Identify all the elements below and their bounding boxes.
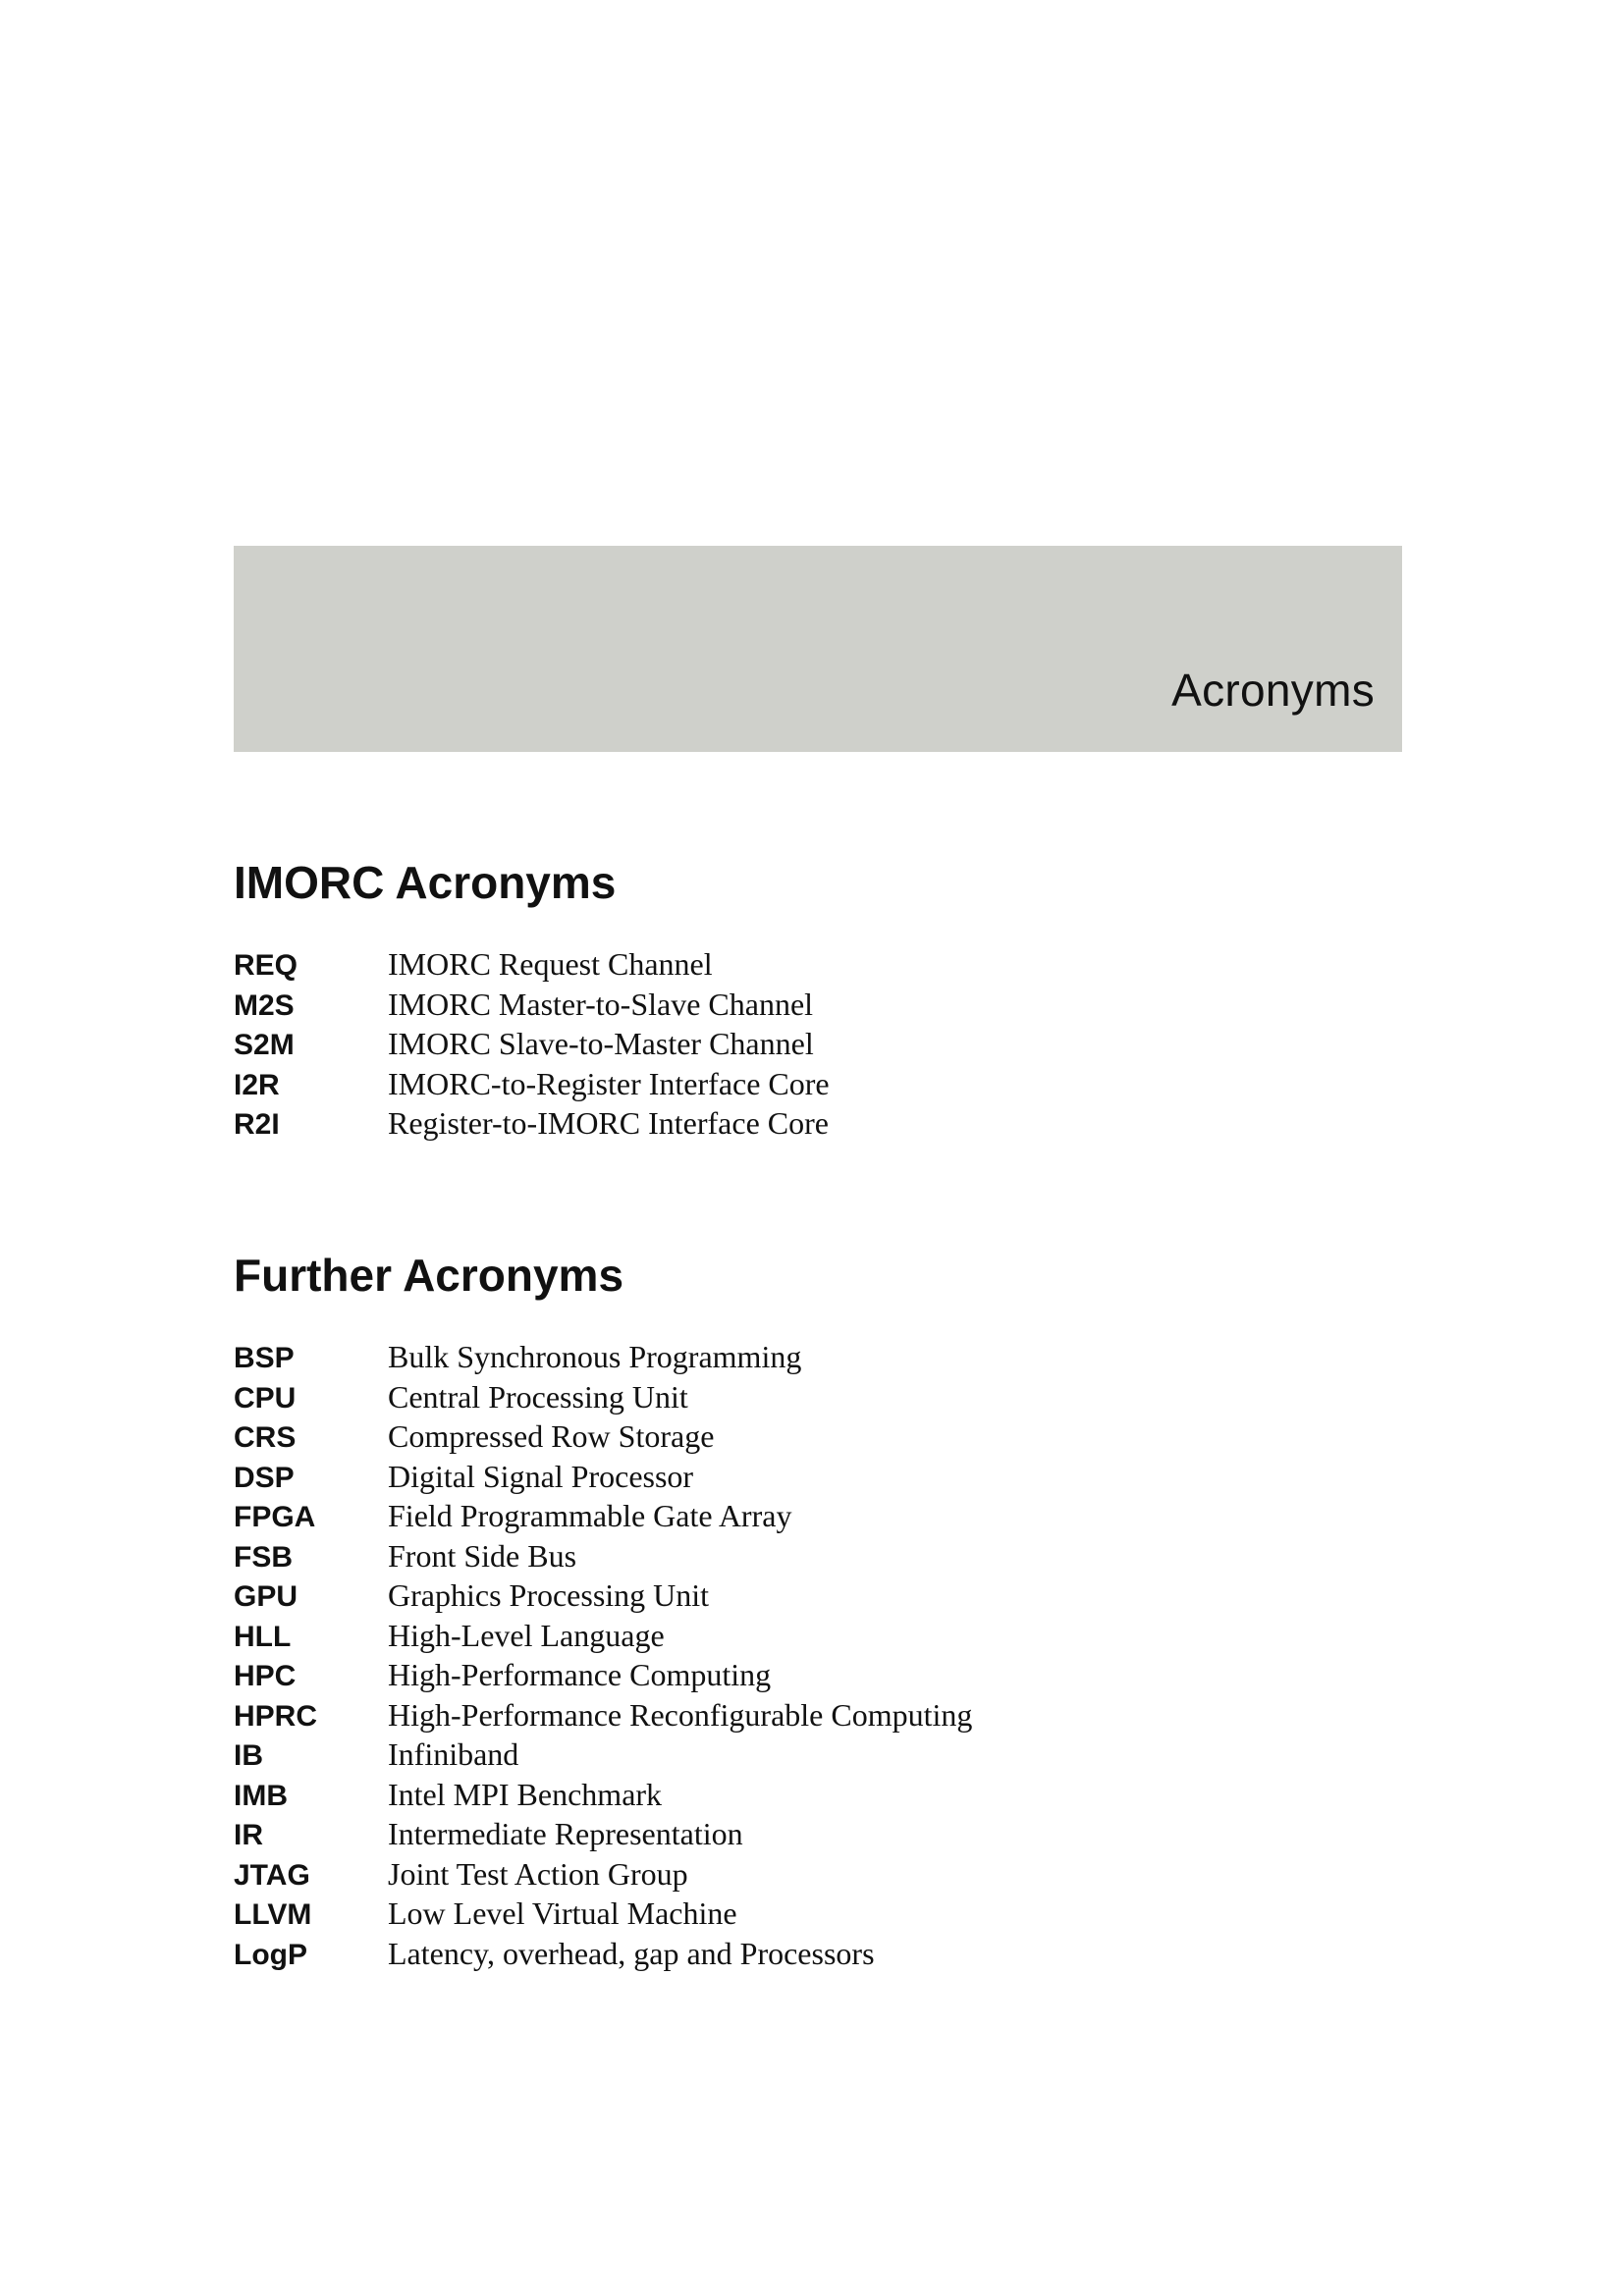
acronym-list [234,944,1314,1144]
acronym-abbreviation: R2I [234,1108,280,1141]
acronym-abbreviation: LogP [234,1938,307,1971]
acronym-abbreviation: IR [234,1819,263,1851]
acronym-entry [234,1337,1314,1377]
acronym-entry [234,1934,1314,1974]
acronym-entry [234,1496,1314,1536]
acronym-abbreviation: IB [234,1739,263,1772]
acronym-abbreviation: FPGA [234,1501,316,1533]
acronym-entry [234,1616,1314,1656]
acronym-entry [234,1377,1314,1417]
acronym-entry [234,1775,1314,1815]
acronym-entry [234,1064,1314,1104]
acronym-definition: Graphics Processing Unit [388,1577,710,1613]
acronym-entry [234,944,1314,985]
acronym-abbreviation: FSB [234,1540,293,1574]
acronym-abbreviation: I2R [234,1068,280,1101]
acronym-entry [234,1655,1314,1695]
acronym-definition: Joint Test Action Group [388,1855,688,1892]
acronym-entry [234,1103,1314,1144]
chapter-title: Acronyms [1171,665,1375,716]
acronym-abbreviation: LLVM [234,1898,312,1931]
acronym-definition: Intel MPI Benchmark [388,1776,663,1812]
acronym-entry [234,1695,1314,1735]
acronym-entry [234,1814,1314,1854]
acronym-abbreviation: S2M [234,1029,295,1061]
acronym-abbreviation: HLL [234,1620,292,1653]
acronym-definition: IMORC Master-to-Slave Channel [388,986,814,1022]
acronym-entry [234,1894,1314,1934]
acronym-definition: Central Processing Unit [388,1378,688,1415]
acronym-definition: Compressed Row Storage [388,1418,715,1454]
acronym-entry [234,1457,1314,1497]
acronym-definition: Intermediate Representation [388,1816,743,1851]
chapter-banner [234,546,1402,752]
acronym-entry [234,1024,1314,1064]
acronym-abbreviation: BSP [234,1342,295,1374]
acronym-entry [234,985,1314,1025]
acronym-entry [234,1416,1314,1457]
acronym-list [234,1337,1314,1973]
acronym-definition: Low Level Virtual Machine [388,1896,737,1931]
imorc-acronyms-section [234,854,1314,1144]
acronym-entry [234,1536,1314,1576]
acronym-definition: High-Level Language [388,1617,665,1653]
acronym-abbreviation: GPU [234,1580,298,1613]
acronym-abbreviation: CPU [234,1381,297,1415]
acronym-definition: IMORC-to-Register Interface Core [388,1065,830,1101]
acronym-definition: Digital Signal Processor [388,1458,694,1494]
acronym-entry [234,1735,1314,1775]
section-heading: IMORC Acronyms [234,857,617,908]
acronym-abbreviation: CRS [234,1421,297,1454]
acronym-abbreviation: JTAG [234,1858,310,1892]
acronym-definition: High-Performance Computing [388,1657,772,1692]
acronym-definition: Front Side Bus [388,1537,577,1574]
section-heading: Further Acronyms [234,1250,624,1301]
acronym-definition: Field Programmable Gate Array [388,1498,792,1533]
acronym-definition: Bulk Synchronous Programming [388,1339,802,1374]
acronym-definition: IMORC Slave-to-Master Channel [388,1026,814,1061]
acronym-definition: IMORC Request Channel [388,946,713,982]
acronym-definition: Latency, overhead, gap and Processors [388,1935,875,1971]
acronym-entry [234,1575,1314,1616]
acronym-abbreviation: HPRC [234,1699,318,1733]
acronym-abbreviation: M2S [234,988,295,1022]
acronym-abbreviation: DSP [234,1461,295,1494]
acronym-definition: High-Performance Reconfigurable Computing [388,1696,973,1733]
acronym-abbreviation: REQ [234,949,298,982]
acronym-entry [234,1854,1314,1895]
acronym-definition: Infiniband [388,1736,519,1772]
acronym-abbreviation: IMB [234,1779,288,1812]
further-acronyms-section [234,1247,1314,1973]
acronym-abbreviation: HPC [234,1660,297,1692]
acronym-definition: Register-to-IMORC Interface Core [388,1105,829,1141]
